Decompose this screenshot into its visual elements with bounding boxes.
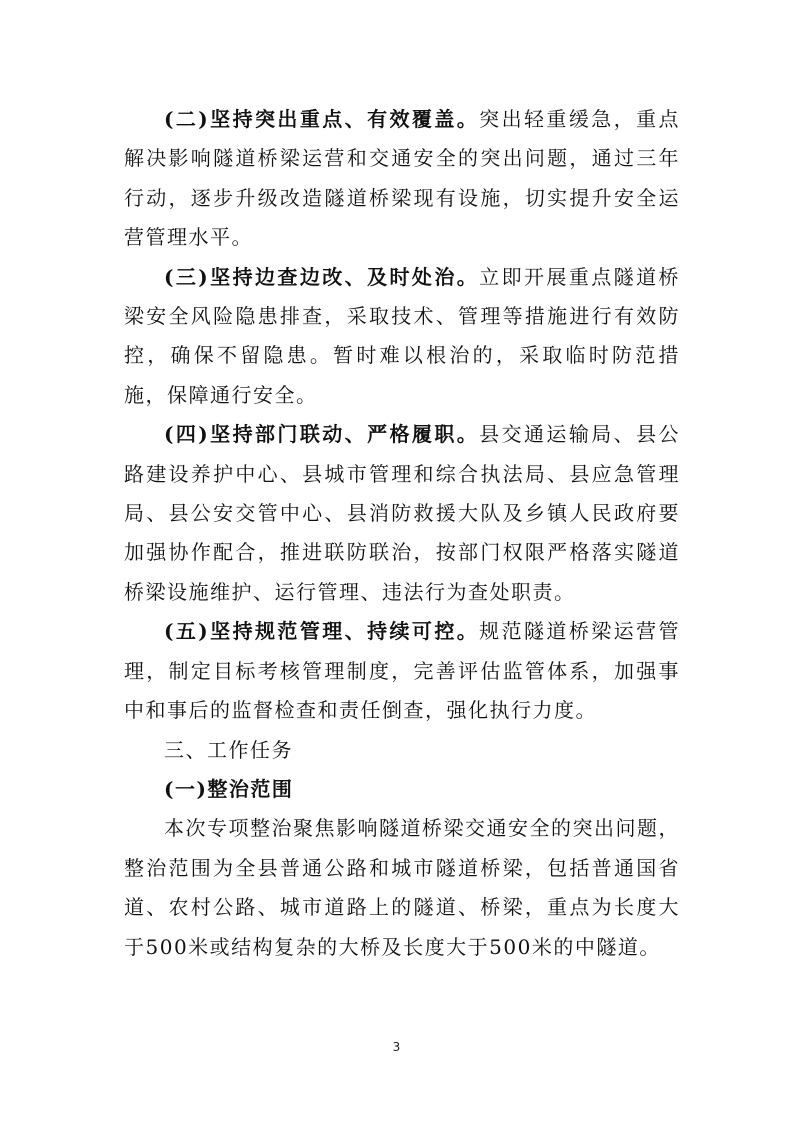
section-heading: 三、工作任务 [164, 737, 293, 762]
principle-lead-3: (三)坚持边查边改、及时处治。 [164, 264, 480, 289]
principle-lead-5: (五)坚持规范管理、持续可控。 [164, 619, 480, 644]
page-number: 3 [392, 1040, 401, 1054]
subsection-heading: (一)整治范围 [164, 776, 294, 801]
principle-text-2: 突出轻重缓急，重点解决影响隧道桥梁运营和交通安全的突出问题，通过三年行动，逐步升级改造隧道桥梁现有设施，切实提升安全运营管理水平。 [124, 107, 680, 250]
principle-paragraph-5 [124, 612, 680, 730]
principle-text-3: 立即开展重点隧道桥梁安全风险隐患排查，采取技术、管理等措施进行有效防控，确保不留隐患。暂时难以根治的，采取临时防范措施，保障通行安全。 [124, 264, 680, 407]
principle-paragraph-3 [124, 258, 680, 416]
principle-lead-4: (四)坚持部门联动、严格履职。 [164, 422, 480, 447]
principle-paragraph-2 [124, 100, 680, 258]
principle-lead-2: (二)坚持突出重点、有效覆盖。 [164, 107, 480, 131]
principle-paragraph-4 [124, 415, 680, 612]
principle-text-5: 规范隧道桥梁运营管理，制定目标考核管理制度，完善评估监管体系，加强事中和事后的监督检查和责任倒查，强化执行力度。 [124, 619, 680, 723]
scope-paragraph: 本次专项整治聚焦影响隧道桥梁交通安全的突出问题，整治范围为全县普通公路和城市隧道桥梁，包括普通国省道、农村公路、城市道路上的隧道、桥梁，重点为长度大于500米或结构复杂的大桥及长度大于500米的中隧道。 [124, 816, 680, 959]
document-body [124, 100, 680, 967]
principle-text-4: 县交通运输局、县公路建设养护中心、县城市管理和综合执法局、县应急管理局、县公安交管中心、县消防救援大队及乡镇人民政府要加强协作配合，推进联防联治，按部门权限严格落实隧道桥梁设施维护、运行管理、违法行为查处职责。 [124, 422, 680, 604]
